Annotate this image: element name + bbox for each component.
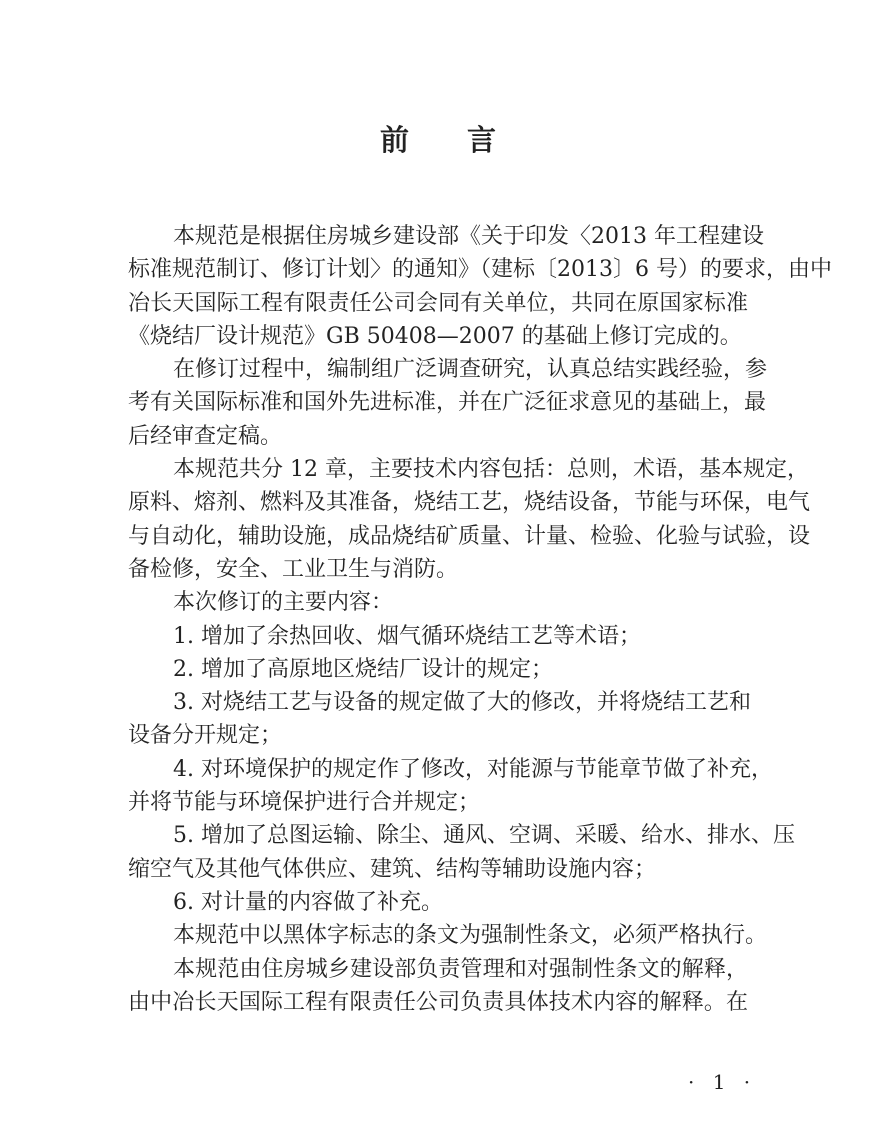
text-line: 本规范共分 12 章，主要技术内容包括：总则，术语，基本规定， (173, 457, 809, 483)
text-line: 本规范由住房城乡建设部负责管理和对强制性条文的解释， (173, 956, 748, 982)
paragraph (128, 220, 832, 353)
text-line: 本规范是根据住房城乡建设部《关于印发〈2013 年工程建设 (173, 224, 764, 249)
document-body (128, 220, 832, 1019)
paragraph (128, 620, 748, 653)
text-line: 冶长天国际工程有限责任公司会同有关单位，共同在原国家标准 (128, 290, 748, 316)
title-char-1: 前 (379, 123, 409, 157)
text-line: 标准规范制订、修订计划〉的通知》（建标〔2013〕6 号）的要求，由中 (128, 257, 832, 283)
text-line: 4. 对环境保护的规定作了修改，对能源与节能章节做了补充， (173, 756, 773, 782)
text-line: 《烧结厂设计规范》GB 50408—2007 的基础上修订完成的。 (128, 323, 742, 349)
paragraph (128, 886, 748, 919)
page-number: · 1 · (688, 1070, 757, 1094)
page-title (0, 118, 876, 159)
paragraph (128, 686, 751, 753)
text-line: 本规范中以黑体字标志的条文为强制性条文，必须严格执行。 (173, 923, 768, 949)
text-line: 3. 对烧结工艺与设备的规定做了大的修改，并将烧结工艺和 (173, 690, 751, 716)
paragraph (128, 353, 768, 453)
paragraph (128, 653, 748, 686)
paragraph (128, 453, 811, 586)
text-line: 并将节能与环境保护进行合并规定； (128, 790, 481, 816)
text-line: 本次修订的主要内容： (173, 590, 394, 616)
text-line: 缩空气及其他气体供应、建筑、结构等辅助设施内容； (128, 856, 657, 882)
title-char-2: 言 (467, 123, 497, 157)
paragraph (128, 586, 748, 619)
text-line: 6. 对计量的内容做了补充。 (173, 889, 443, 915)
text-line: 与自动化，辅助设施，成品烧结矿质量、计量、检验、化验与试验，设 (128, 523, 811, 549)
text-line: 在修订过程中，编制组广泛调查研究，认真总结实践经验，参 (173, 357, 768, 383)
text-line: 原料、熔剂、燃料及其准备，烧结工艺，烧结设备，节能与环保，电气 (128, 490, 811, 516)
paragraph (128, 753, 773, 820)
text-line: 设备分开规定； (128, 723, 283, 749)
text-line: 2. 增加了高原地区烧结厂设计的规定； (173, 656, 553, 682)
text-line: 由中冶长天国际工程有限责任公司负责具体技术内容的解释。在 (128, 989, 748, 1015)
paragraph (128, 953, 748, 1020)
text-line: 5. 增加了总图运输、除尘、通风、空调、采暖、给水、排水、压 (173, 823, 795, 849)
text-line: 后经审查定稿。 (128, 423, 283, 449)
text-line: 考有关国际标准和国外先进标准，并在广泛征求意见的基础上，最 (128, 390, 767, 416)
text-line: 备检修，安全、工业卫生与消防。 (128, 556, 459, 582)
text-line: 1. 增加了余热回收、烟气循环烧结工艺等术语； (173, 623, 641, 649)
paragraph (128, 919, 768, 952)
paragraph (128, 819, 795, 886)
